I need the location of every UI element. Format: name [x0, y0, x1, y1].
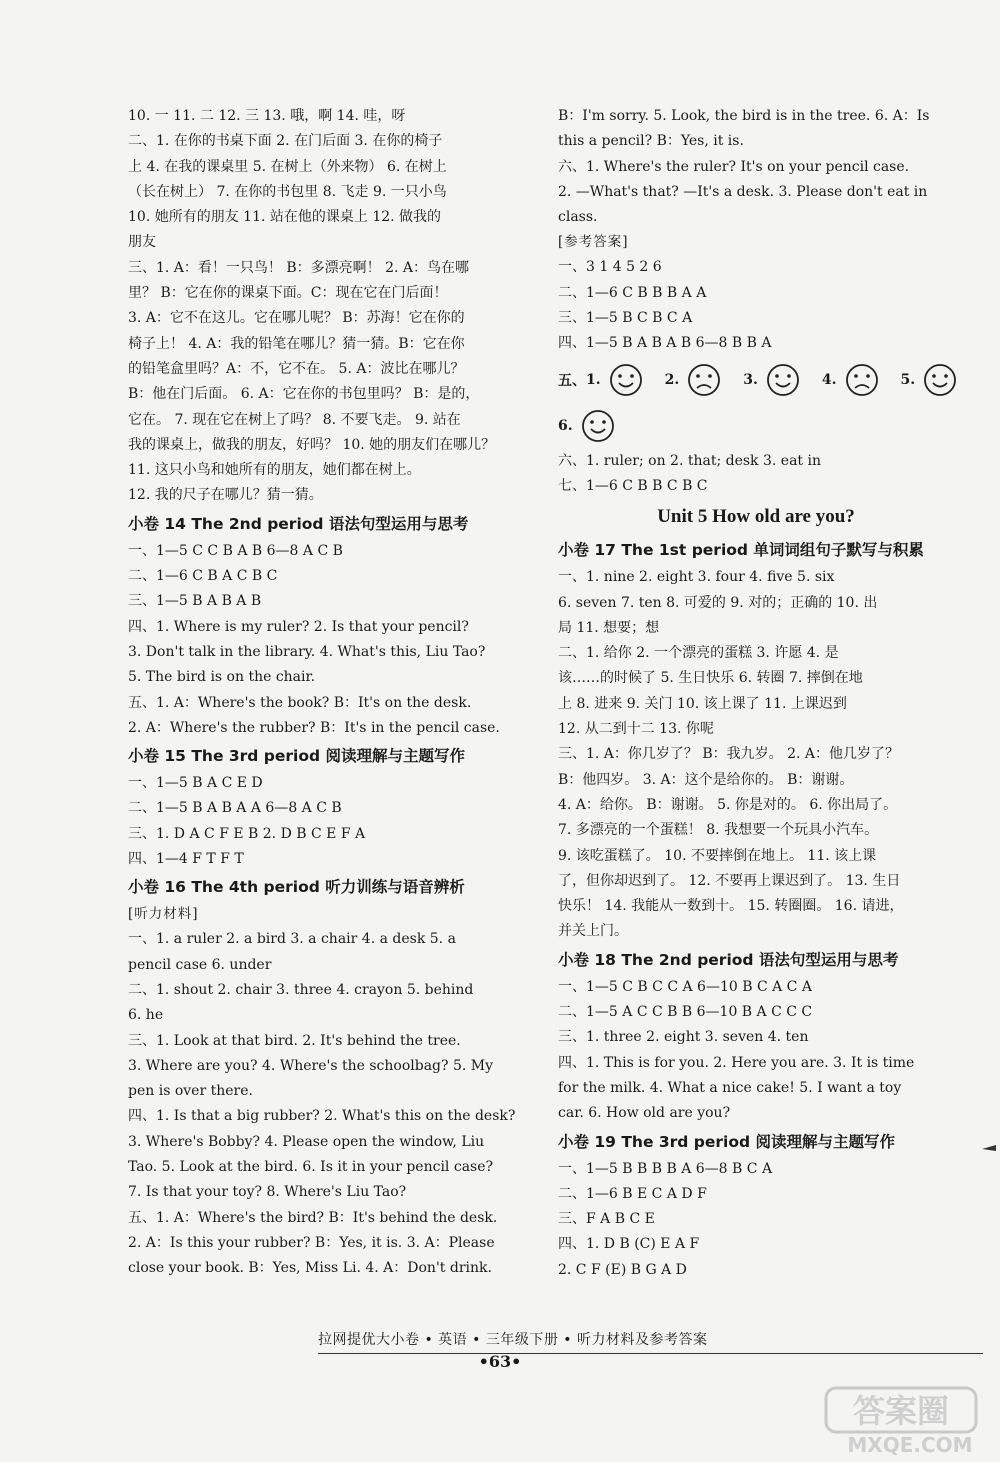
answer-line: 2. A：Where's the rubber? B：It's in the pencil case.: [128, 719, 500, 736]
unit-title: Unit 5 How old are you?: [657, 506, 855, 528]
face-answer: [901, 363, 958, 397]
answer-line: pencil case 6. under: [128, 956, 272, 973]
answer-line: 3. Don't talk in the library. 4. What's this, Liu Tao?: [128, 643, 486, 660]
answer-line: 10. 她所有的朋友 11. 站在他的课桌上 12. 做我的: [128, 209, 442, 226]
right-column: [558, 104, 954, 1283]
answer-line: 椅子上！ 4. A：我的铅笔在哪儿？猜一猜。B：它在你: [128, 335, 465, 352]
smiley-face-icon: [766, 363, 800, 397]
answer-line: 二、1—6 C B A C B C: [128, 568, 278, 585]
answer-line: 三、1. Look at that bird. 2. It's behind the tree.: [128, 1032, 461, 1049]
face-answer-number: 4.: [821, 371, 837, 388]
answer-line: 三、1. A：看！一只鸟！ B：多漂亮啊！ 2. A：鸟在哪: [128, 259, 470, 276]
answer-line: 二、1—6 C B B B A A: [558, 284, 707, 301]
answer-line: B：他在门后面。 6. A：它在你的书包里吗？ B：是的，: [128, 386, 480, 403]
section-heading: 小卷 18 The 2nd period 语法句型运用与思考: [558, 950, 899, 969]
answer-line: 的铅笔盒里吗？A：不，它不在。 5. A：波比在哪儿？: [128, 360, 465, 377]
face-answer: [743, 363, 800, 397]
answer-line: pen is over there.: [128, 1083, 253, 1100]
answer-line: 7. Is that your toy? 8. Where's Liu Tao?: [128, 1184, 407, 1201]
answer-line: 该……的时候了 5. 生日快乐 6. 转圈 7. 摔倒在地: [558, 670, 863, 687]
footer-title: 拉网提优大小卷 • 英语 • 三年级下册 • 听力材料及参考答案: [318, 1327, 983, 1354]
page-number: •63•: [478, 1352, 522, 1371]
smiley-face-icon: [923, 363, 957, 397]
answer-line: 3. Where's Bobby? 4. Please open the window, Liu: [128, 1133, 485, 1150]
answer-line: 三、1. A：你几岁了？ B：我九岁。 2. A：他几岁了？: [558, 746, 900, 763]
answer-line: 五、1. A：Where's the book? B：It's on the desk.: [128, 694, 472, 711]
face-answer: [665, 363, 722, 397]
subsection-label: [参考答案]: [558, 234, 629, 251]
answer-line: this a pencil? B：Yes, it is.: [558, 133, 744, 150]
answer-line: 11. 这只小鸟和她所有的朋友，她们都在树上。: [128, 462, 421, 479]
answer-line: 二、1. shout 2. chair 3. three 4. crayon 5. behind: [128, 981, 474, 998]
answer-line: 了，但你却迟到了。 12. 不要再上课迟到了。 13. 生日: [558, 872, 901, 889]
answer-line: 里？ B：它在你的课桌下面。C：现在它在门后面！: [128, 285, 448, 302]
answer-line: 一、3 1 4 5 2 6: [558, 259, 662, 276]
answer-line: car. 6. How old are you?: [558, 1105, 731, 1122]
answer-line: 2. C F (E) B G A D: [558, 1261, 687, 1278]
section-heading: 小卷 15 The 3rd period 阅读理解与主题写作: [128, 747, 466, 766]
answer-line: 四、1—4 F T F T: [128, 851, 244, 868]
answer-line: 10. 一 11. 二 12. 三 13. 哦，啊 14. 哇，呀: [128, 108, 406, 124]
answer-line: 一、1. a ruler 2. a bird 3. a chair 4. a desk 5. a: [128, 931, 456, 948]
answer-line: Tao. 5. Look at the bird. 6. Is it in your pencil case?: [128, 1158, 494, 1175]
answer-line: 我的课桌上，做我的朋友，好吗？ 10. 她的朋友们在哪儿？: [128, 436, 496, 453]
answer-line: 三、F A B C E: [558, 1211, 655, 1228]
answer-line: B：I'm sorry. 5. Look, the bird is in the tree. 6. A：Is: [558, 108, 930, 124]
answer-line: 二、1—5 A C C B B 6—10 B A C C C: [558, 1004, 813, 1021]
answer-line: 四、1. Where is my ruler? 2. Is that your pencil?: [128, 618, 469, 635]
face-answer: [822, 363, 879, 397]
answer-line: 三、1. D A C F E B 2. D B C E F A: [128, 825, 366, 842]
answer-line: 5. The bird is on the chair.: [128, 669, 316, 686]
answer-line: 四、1. Is that a big rubber? 2. What's this on the desk?: [128, 1108, 516, 1125]
answer-line: 局 11. 想要；想: [558, 619, 660, 636]
answer-line: 四、1. This is for you. 2. Here you are. 3. It is time: [558, 1054, 915, 1071]
page-edge-mark: [982, 1143, 996, 1153]
answer-line: 3. A：它不在这儿。它在哪儿呢？ B：苏海！它在你的: [128, 310, 465, 327]
left-column: [128, 104, 520, 1281]
smiley-face-icon: [609, 363, 643, 397]
answer-line: 六、1. Where's the ruler? It's on your pencil case.: [558, 158, 910, 175]
face-answer-number: 6.: [558, 417, 573, 434]
section-heading: 小卷 17 The 1st period 单词词组句子默写与积累: [558, 541, 924, 560]
watermark-line1: 答案圈: [852, 1392, 950, 1430]
face-answer-number: 2.: [664, 371, 680, 388]
answer-line: 9. 该吃蛋糕了。 10. 不要摔倒在地上。 11. 该上课: [558, 847, 877, 864]
answer-line: 2. A：Is this your rubber? B：Yes, it is. 3. A：Please: [128, 1234, 495, 1251]
answer-line: 朋友: [128, 234, 156, 251]
answer-line: 六、1. ruler; on 2. that; desk 3. eat in: [558, 452, 821, 469]
answer-line: 五、1. A：Where's the bird? B：It's behind the desk.: [128, 1209, 498, 1226]
face-answer-number: 5.: [900, 371, 916, 388]
answer-line: for the milk. 4. What a nice cake! 5. I want a toy: [558, 1079, 902, 1096]
answer-line: 七、1—6 C B B C B C: [558, 477, 708, 494]
subsection-label: [听力材料]: [128, 906, 199, 923]
face-answer: [586, 363, 643, 397]
section-heading: 小卷 19 The 3rd period 阅读理解与主题写作: [558, 1132, 896, 1151]
answer-line: 三、1—5 B C B C A: [558, 310, 693, 327]
smiley-face-icon: [581, 409, 615, 443]
face-answer-row: [558, 357, 954, 403]
answer-line: 三、1—5 B A B A B: [128, 593, 262, 610]
face-answer: [558, 409, 615, 443]
faces-prefix: 五、: [558, 372, 586, 389]
answer-line: 上 4. 在我的课桌里 5. 在树上（外来物） 6. 在树上: [128, 158, 447, 175]
sad-face-icon: [845, 363, 879, 397]
answer-line: 7. 多漂亮的一个蛋糕！ 8. 我想要一个玩具小汽车。: [558, 822, 879, 839]
answer-line: B：他四岁。 3. A：这个是给你的。 B：谢谢。: [558, 771, 854, 788]
section-heading: 小卷 16 The 4th period 听力训练与语音辨析: [128, 878, 465, 897]
answer-line: 6. seven 7. ten 8. 可爱的 9. 对的；正确的 10. 出: [558, 594, 878, 611]
answer-line: 3. Where are you? 4. Where's the schoolbag? 5. My: [128, 1057, 494, 1074]
section-heading: 小卷 14 The 2nd period 语法句型运用与思考: [128, 514, 469, 533]
answer-line: 一、1—5 B B B B A 6—8 B C A: [558, 1160, 773, 1177]
answer-line: 一、1. nine 2. eight 3. four 4. five 5. six: [558, 569, 835, 586]
face-answer-row: [558, 403, 954, 449]
answer-line: 2. —What's that? —It's a desk. 3. Please don't eat in: [558, 183, 928, 200]
answer-line: 二、1—6 B E C A D F: [558, 1185, 707, 1202]
answer-line: 12. 我的尺子在哪儿？猜一猜。: [128, 487, 323, 504]
answer-line: 一、1—5 B A C E D: [128, 775, 263, 792]
watermark-logo: [818, 1380, 988, 1458]
answer-line: 12. 从二到十二 13. 你呢: [558, 721, 714, 738]
sad-face-icon: [687, 363, 721, 397]
answer-line: 二、1—5 B A B A A 6—8 A C B: [128, 800, 342, 817]
answer-line: 一、1—5 C C B A B 6—8 A C B: [128, 542, 343, 559]
answer-line: （长在树上） 7. 在你的书包里 8. 飞走 9. 一只小鸟: [128, 183, 447, 200]
answer-line: 6. he: [128, 1007, 164, 1024]
answer-line: 一、1—5 C B C C A 6—10 B C A C A: [558, 978, 812, 995]
answer-line: 并关上门。: [558, 923, 628, 940]
answer-line: 二、1. 在你的书桌下面 2. 在门后面 3. 在你的椅子: [128, 133, 443, 150]
watermark-line2: MXQE.COM: [847, 1433, 973, 1457]
answer-line: 快乐！ 14. 我能从一数到十。 15. 转圈圈。 16. 请进，: [558, 898, 904, 915]
answer-line: 上 8. 进来 9. 关门 10. 该上课了 11. 上课迟到: [558, 695, 847, 712]
answer-line: 它在。 7. 现在它在树上了吗？ 8. 不要飞走。 9. 站在: [128, 411, 461, 428]
answer-line: close your book. B：Yes, Miss Li. 4. A：Don't drink.: [128, 1260, 492, 1277]
answer-line: 二、1. 给你 2. 一个漂亮的蛋糕 3. 许愿 4. 是: [558, 645, 839, 662]
answer-line: 四、1. D B (C) E A F: [558, 1236, 700, 1253]
answer-line: 三、1. three 2. eight 3. seven 4. ten: [558, 1029, 809, 1046]
answer-line: 4. A：给你。 B：谢谢。 5. 你是对的。 6. 你出局了。: [558, 796, 898, 813]
face-answer-number: 3.: [743, 371, 758, 388]
face-answer-number: 1.: [586, 371, 601, 388]
answer-line: class.: [558, 209, 598, 226]
answer-line: 四、1—5 B A B A B 6—8 B B A: [558, 335, 772, 352]
